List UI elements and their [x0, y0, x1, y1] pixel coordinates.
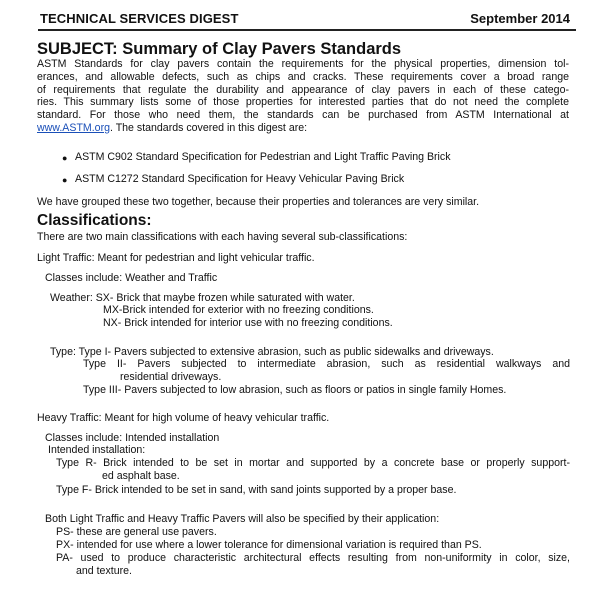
- application-pa: PA- used to produce characteristic architectural effects resulting from non-uniformity in color, size,: [56, 552, 570, 564]
- header-divider: [38, 29, 576, 31]
- application-ps: PS- these are general use pavers.: [56, 526, 217, 538]
- bullet-dot-icon: ●: [62, 175, 68, 185]
- intro-line: ries. This summary lists some of those properties for interested parties that do not need the complete: [37, 96, 569, 109]
- type-r: Type R- Brick intended to be set in mortar and supported by a concrete base or properly support-: [56, 457, 570, 469]
- type-ii: Type II- Pavers subjected to intermediate abrasion, such as residential walkways and: [83, 358, 570, 370]
- intro-line: standard. For those who need them, the standards can be purchased from ASTM International at: [37, 109, 569, 122]
- light-traffic-title: Light Traffic: Meant for pedestrian and light vehicular traffic.: [37, 252, 315, 264]
- type-i: Type: Type I- Pavers subjected to extensive abrasion, such as public sidewalks and driveways.: [50, 346, 494, 358]
- weather-mx: MX-Brick intended for exterior with no freezing conditions.: [103, 304, 374, 316]
- intro-line: [37, 122, 569, 135]
- intro-paragraph: [37, 58, 569, 135]
- bullet-dot-icon: ●: [62, 153, 68, 163]
- light-classes: Classes include: Weather and Traffic: [45, 272, 218, 284]
- classifications-intro: There are two main classifications with each having several sub-classifications:: [37, 231, 408, 243]
- standard-item: ASTM C1272 Standard Specification for Heavy Vehicular Paving Brick: [75, 173, 405, 185]
- digest-title: TECHNICAL SERVICES DIGEST: [40, 11, 239, 26]
- intro-line: ASTM Standards for clay pavers contain the requirements for the physical properties, dimension tol-: [37, 58, 569, 70]
- standard-item: ASTM C902 Standard Specification for Pedestrian and Light Traffic Paving Brick: [75, 151, 451, 163]
- type-ii-continued: residential driveways.: [120, 371, 222, 383]
- intro-line: of requirements that regulate the durability and appearance of clay pavers in each of these catego-: [37, 83, 569, 96]
- type-f: Type F- Brick intended to be set in sand, with sand joints supported by a proper base.: [56, 484, 457, 496]
- application-px: PX- intended for use where a lower tolerance for dimensional variation is required than PS.: [56, 539, 482, 551]
- weather-nx: NX- Brick intended for interior use with no freezing conditions.: [103, 317, 393, 329]
- subject-heading: SUBJECT: Summary of Clay Pavers Standards: [37, 40, 402, 58]
- intro-line: erances, and allowable defects, such as chips and cracks. These requirements cover a broad range: [37, 70, 569, 83]
- application-intro: Both Light Traffic and Heavy Traffic Pavers will also be specified by their application:: [45, 513, 440, 525]
- grouped-note: We have grouped these two together, because their properties and tolerances are very similar.: [37, 196, 480, 208]
- classifications-heading: Classifications:: [37, 212, 152, 229]
- heavy-traffic-title: Heavy Traffic: Meant for high volume of heavy vehicular traffic.: [37, 412, 330, 424]
- weather-sx: Weather: SX- Brick that maybe frozen while saturated with water.: [50, 292, 355, 304]
- type-r-continued: ed asphalt base.: [102, 470, 180, 482]
- intended-installation: Intended installation:: [48, 444, 146, 456]
- type-iii: Type III- Pavers subjected to low abrasion, such as floors or patios in single family Homes.: [83, 384, 507, 396]
- application-pa-continued: and texture.: [76, 565, 132, 577]
- astm-link[interactable]: www.ASTM.org: [37, 121, 110, 134]
- intro-link-suffix: . The standards covered in this digest are:: [110, 121, 308, 134]
- heavy-classes: Classes include: Intended installation: [45, 432, 220, 444]
- digest-date: September 2014: [470, 11, 570, 26]
